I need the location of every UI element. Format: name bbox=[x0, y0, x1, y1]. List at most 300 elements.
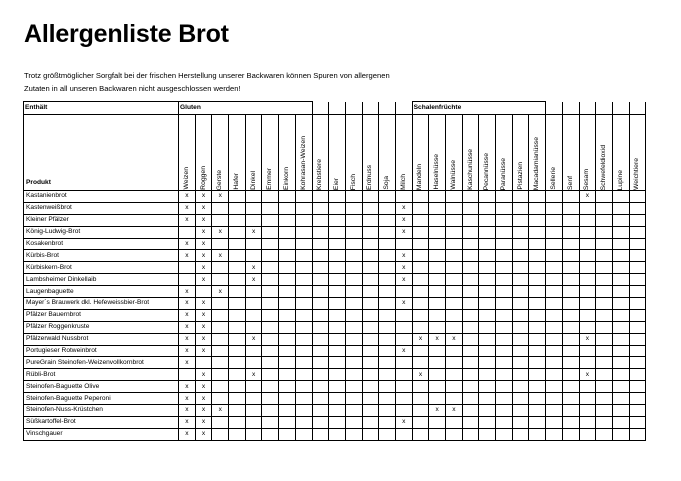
table-row bbox=[24, 274, 646, 286]
allergen-column-label: Hafer bbox=[232, 173, 240, 190]
allergen-cell bbox=[496, 214, 513, 226]
product-name: Pfälzer Bauernbrot bbox=[24, 309, 179, 321]
allergen-cell bbox=[412, 262, 429, 274]
allergen-column-label: Einkorn bbox=[282, 166, 290, 190]
allergen-cell bbox=[579, 298, 596, 310]
allergen-cell bbox=[479, 298, 496, 310]
allergen-cell bbox=[295, 309, 312, 321]
allergen-cell bbox=[629, 333, 646, 345]
allergen-cell bbox=[329, 226, 346, 238]
allergen-cell bbox=[479, 428, 496, 440]
allergen-column-label: Sesam bbox=[583, 168, 591, 190]
allergen-cell bbox=[229, 262, 246, 274]
product-name: Vinschgauer bbox=[24, 428, 179, 440]
product-name: PureGrain Steinofen-Weizenvollkornbrot bbox=[24, 357, 179, 369]
allergen-cell bbox=[629, 262, 646, 274]
allergen-cell bbox=[512, 357, 529, 369]
allergen-cell bbox=[462, 333, 479, 345]
allergen-cell bbox=[262, 369, 279, 381]
allergen-cell bbox=[295, 369, 312, 381]
allergen-cell bbox=[279, 381, 296, 393]
allergen-cell bbox=[362, 191, 379, 203]
allergen-cell bbox=[212, 214, 229, 226]
allergen-column-label: Soja bbox=[383, 176, 391, 190]
allergen-column-header bbox=[395, 115, 412, 191]
allergen-cell bbox=[462, 416, 479, 428]
allergen-cell bbox=[262, 202, 279, 214]
product-name: König-Ludwig-Brot bbox=[24, 226, 179, 238]
allergen-cell bbox=[312, 274, 329, 286]
allergen-cell bbox=[429, 357, 446, 369]
allergen-column-label: Walnüsse bbox=[449, 160, 457, 190]
product-name: Süßkartoffel-Brot bbox=[24, 416, 179, 428]
allergen-cell bbox=[345, 298, 362, 310]
allergen-mark: x bbox=[579, 369, 596, 381]
table-row bbox=[24, 393, 646, 405]
allergen-cell bbox=[529, 214, 546, 226]
allergen-cell bbox=[262, 393, 279, 405]
allergen-cell bbox=[446, 202, 463, 214]
allergen-cell bbox=[529, 309, 546, 321]
allergen-cell bbox=[546, 333, 563, 345]
allergen-cell bbox=[279, 321, 296, 333]
allergen-cell bbox=[429, 298, 446, 310]
allergen-cell bbox=[379, 274, 396, 286]
allergen-cell bbox=[446, 274, 463, 286]
allergen-cell bbox=[596, 202, 613, 214]
allergen-cell bbox=[612, 298, 629, 310]
allergen-cell bbox=[312, 309, 329, 321]
allergen-cell bbox=[612, 345, 629, 357]
table-body bbox=[24, 191, 646, 441]
allergen-mark: x bbox=[245, 226, 262, 238]
allergen-cell bbox=[562, 345, 579, 357]
allergen-mark: x bbox=[179, 309, 196, 321]
allergen-mark: x bbox=[179, 393, 196, 405]
allergen-cell bbox=[329, 405, 346, 417]
allergen-column-header bbox=[596, 115, 613, 191]
allergen-cell bbox=[596, 416, 613, 428]
allergen-cell bbox=[179, 369, 196, 381]
allergen-cell bbox=[262, 333, 279, 345]
allergen-cell bbox=[479, 238, 496, 250]
allergen-cell bbox=[312, 262, 329, 274]
allergen-cell bbox=[629, 202, 646, 214]
allergen-cell bbox=[229, 357, 246, 369]
allergen-cell bbox=[512, 286, 529, 298]
allergen-cell bbox=[496, 298, 513, 310]
allergen-column-label: Roggen bbox=[199, 166, 207, 190]
table-row bbox=[24, 250, 646, 262]
allergen-cell bbox=[596, 381, 613, 393]
allergen-cell bbox=[312, 428, 329, 440]
allergen-cell bbox=[496, 369, 513, 381]
allergen-cell bbox=[429, 381, 446, 393]
product-name: Rübli-Brot bbox=[24, 369, 179, 381]
allergen-mark: x bbox=[195, 298, 212, 310]
allergen-cell bbox=[629, 214, 646, 226]
allergen-cell bbox=[496, 262, 513, 274]
allergen-cell bbox=[279, 369, 296, 381]
allergen-cell bbox=[379, 428, 396, 440]
allergen-cell bbox=[229, 369, 246, 381]
allergen-cell bbox=[345, 238, 362, 250]
allergen-cell bbox=[629, 428, 646, 440]
allergen-cell bbox=[629, 238, 646, 250]
allergen-cell bbox=[395, 286, 412, 298]
allergen-cell bbox=[362, 381, 379, 393]
allergen-mark: x bbox=[179, 202, 196, 214]
allergen-cell bbox=[312, 286, 329, 298]
allergen-cell bbox=[312, 405, 329, 417]
allergen-cell bbox=[429, 262, 446, 274]
allergen-cell bbox=[412, 381, 429, 393]
group-blank-cell bbox=[629, 102, 646, 115]
allergen-cell bbox=[395, 309, 412, 321]
allergen-cell bbox=[529, 274, 546, 286]
allergen-cell bbox=[462, 393, 479, 405]
allergen-mark: x bbox=[212, 405, 229, 417]
allergen-cell bbox=[245, 238, 262, 250]
allergen-cell bbox=[212, 298, 229, 310]
allergen-mark: x bbox=[179, 428, 196, 440]
allergen-cell bbox=[262, 274, 279, 286]
allergen-mark: x bbox=[245, 262, 262, 274]
allergen-mark: x bbox=[195, 202, 212, 214]
allergen-cell bbox=[279, 393, 296, 405]
table-row bbox=[24, 369, 646, 381]
allergen-cell bbox=[612, 393, 629, 405]
allergen-cell bbox=[379, 202, 396, 214]
allergen-cell bbox=[446, 416, 463, 428]
allergen-cell bbox=[362, 405, 379, 417]
allergen-mark: x bbox=[212, 191, 229, 203]
allergen-cell bbox=[462, 238, 479, 250]
allergen-cell bbox=[379, 357, 396, 369]
allergen-cell bbox=[446, 393, 463, 405]
allergen-cell bbox=[462, 345, 479, 357]
allergen-cell bbox=[345, 309, 362, 321]
allergen-column-header bbox=[362, 115, 379, 191]
allergen-cell bbox=[262, 226, 279, 238]
page-title: Allergenliste Brot bbox=[24, 20, 229, 48]
allergen-cell bbox=[412, 416, 429, 428]
allergen-column-header bbox=[629, 115, 646, 191]
allergen-cell bbox=[446, 345, 463, 357]
allergen-cell bbox=[229, 416, 246, 428]
allergen-cell bbox=[562, 202, 579, 214]
allergen-cell bbox=[379, 214, 396, 226]
allergen-cell bbox=[345, 381, 362, 393]
allergen-mark: x bbox=[195, 238, 212, 250]
table-row bbox=[24, 321, 646, 333]
allergen-column-label: Mandeln bbox=[416, 163, 424, 190]
allergen-column-header bbox=[212, 115, 229, 191]
allergen-column-header bbox=[546, 115, 563, 191]
allergen-cell bbox=[462, 321, 479, 333]
allergen-cell bbox=[579, 321, 596, 333]
allergen-cell bbox=[345, 226, 362, 238]
allergen-cell bbox=[612, 286, 629, 298]
allergen-cell bbox=[546, 298, 563, 310]
allergen-column-label: Weichtiere bbox=[633, 158, 641, 190]
allergen-column-label: Gerste bbox=[216, 169, 224, 190]
product-name: Pfälzerwald Nussbrot bbox=[24, 333, 179, 345]
allergen-cell bbox=[229, 286, 246, 298]
allergen-mark: x bbox=[195, 191, 212, 203]
allergen-cell bbox=[345, 286, 362, 298]
allergen-cell bbox=[596, 333, 613, 345]
allergen-cell bbox=[562, 191, 579, 203]
allergen-cell bbox=[529, 405, 546, 417]
allergen-cell bbox=[379, 226, 396, 238]
allergen-cell bbox=[295, 191, 312, 203]
allergen-cell bbox=[629, 191, 646, 203]
allergen-cell bbox=[479, 345, 496, 357]
allergen-cell bbox=[345, 333, 362, 345]
group-blank-cell bbox=[362, 102, 379, 115]
allergen-cell bbox=[379, 238, 396, 250]
allergen-cell bbox=[412, 191, 429, 203]
allergen-cell bbox=[512, 369, 529, 381]
allergen-cell bbox=[596, 345, 613, 357]
allergen-cell bbox=[379, 393, 396, 405]
allergen-cell bbox=[329, 369, 346, 381]
allergen-mark: x bbox=[195, 274, 212, 286]
allergen-cell bbox=[479, 226, 496, 238]
allergen-cell bbox=[262, 286, 279, 298]
allergen-cell bbox=[612, 226, 629, 238]
allergen-cell bbox=[546, 309, 563, 321]
allergen-cell bbox=[212, 416, 229, 428]
allergen-mark: x bbox=[179, 298, 196, 310]
allergen-cell bbox=[596, 274, 613, 286]
allergen-cell bbox=[446, 226, 463, 238]
allergen-cell bbox=[612, 238, 629, 250]
allergen-cell bbox=[379, 309, 396, 321]
allergen-cell bbox=[546, 238, 563, 250]
group-blank-cell bbox=[329, 102, 346, 115]
allergen-cell bbox=[262, 416, 279, 428]
allergen-cell bbox=[462, 357, 479, 369]
allergen-cell bbox=[295, 405, 312, 417]
product-name: Portugieser Rotweinbrot bbox=[24, 345, 179, 357]
allergen-cell bbox=[279, 416, 296, 428]
allergen-cell bbox=[412, 357, 429, 369]
allergen-cell bbox=[446, 321, 463, 333]
allergen-cell bbox=[546, 369, 563, 381]
allergen-cell bbox=[212, 262, 229, 274]
allergen-cell bbox=[446, 309, 463, 321]
allergen-cell bbox=[412, 202, 429, 214]
allergen-cell bbox=[462, 202, 479, 214]
allergen-cell bbox=[596, 369, 613, 381]
table-row bbox=[24, 381, 646, 393]
allergen-cell bbox=[496, 428, 513, 440]
allergen-cell bbox=[529, 262, 546, 274]
allergen-cell bbox=[596, 321, 613, 333]
allergen-cell bbox=[312, 226, 329, 238]
group-blank-cell bbox=[546, 102, 563, 115]
allergen-mark: x bbox=[245, 333, 262, 345]
allergen-cell bbox=[179, 226, 196, 238]
allergen-column-header bbox=[429, 115, 446, 191]
table-row bbox=[24, 226, 646, 238]
allergen-cell bbox=[512, 298, 529, 310]
product-name: Steinofen-Nuss-Krüstchen bbox=[24, 405, 179, 417]
allergen-cell bbox=[579, 262, 596, 274]
allergen-cell bbox=[446, 214, 463, 226]
allergen-cell bbox=[395, 333, 412, 345]
allergen-column-label: Kaschunüsse bbox=[466, 149, 474, 190]
allergen-mark: x bbox=[195, 321, 212, 333]
allergen-mark: x bbox=[179, 321, 196, 333]
allergen-cell bbox=[462, 274, 479, 286]
allergen-mark: x bbox=[245, 369, 262, 381]
allergen-cell bbox=[579, 214, 596, 226]
allergen-cell bbox=[329, 191, 346, 203]
allergen-cell bbox=[579, 345, 596, 357]
allergen-cell bbox=[279, 250, 296, 262]
allergen-cell bbox=[229, 250, 246, 262]
allergen-cell bbox=[546, 416, 563, 428]
allergen-cell bbox=[496, 345, 513, 357]
allergen-cell bbox=[596, 262, 613, 274]
allergen-table bbox=[23, 101, 646, 441]
table-row bbox=[24, 416, 646, 428]
allergen-column-header bbox=[179, 115, 196, 191]
allergen-cell bbox=[479, 369, 496, 381]
allergen-column-label: Haselnüsse bbox=[433, 154, 441, 190]
allergen-cell bbox=[462, 250, 479, 262]
allergen-cell bbox=[429, 345, 446, 357]
allergen-cell bbox=[345, 428, 362, 440]
allergen-cell bbox=[546, 250, 563, 262]
allergen-cell bbox=[596, 214, 613, 226]
allergen-cell bbox=[429, 250, 446, 262]
allergen-column-header bbox=[229, 115, 246, 191]
allergen-cell bbox=[379, 333, 396, 345]
allergen-cell bbox=[429, 274, 446, 286]
allergen-cell bbox=[579, 286, 596, 298]
allergen-cell bbox=[479, 321, 496, 333]
allergen-cell bbox=[446, 286, 463, 298]
allergen-cell bbox=[546, 321, 563, 333]
allergen-mark: x bbox=[195, 345, 212, 357]
allergen-cell bbox=[279, 226, 296, 238]
allergen-cell bbox=[362, 226, 379, 238]
product-name: Mayer´s Brauwerk dkl. Hefeweissbier-Brot bbox=[24, 298, 179, 310]
allergen-cell bbox=[262, 428, 279, 440]
allergen-cell bbox=[412, 238, 429, 250]
allergen-cell bbox=[295, 274, 312, 286]
allergen-cell bbox=[245, 298, 262, 310]
allergen-cell bbox=[629, 309, 646, 321]
allergen-cell bbox=[379, 191, 396, 203]
allergen-cell bbox=[546, 191, 563, 203]
allergen-cell bbox=[279, 357, 296, 369]
allergen-cell bbox=[562, 369, 579, 381]
allergen-cell bbox=[262, 262, 279, 274]
product-name: Pfälzer Roggenkruste bbox=[24, 321, 179, 333]
allergen-mark: x bbox=[179, 286, 196, 298]
allergen-cell bbox=[262, 357, 279, 369]
allergen-mark: x bbox=[395, 202, 412, 214]
allergen-cell bbox=[529, 191, 546, 203]
allergen-cell bbox=[429, 369, 446, 381]
allergen-cell bbox=[562, 238, 579, 250]
allergen-cell bbox=[329, 333, 346, 345]
allergen-cell bbox=[596, 191, 613, 203]
intro-line-2: Zutaten in all unseren Backwaren nicht ausgeschlossen werden! bbox=[24, 84, 241, 93]
allergen-cell bbox=[512, 309, 529, 321]
allergen-cell bbox=[512, 202, 529, 214]
allergen-cell bbox=[546, 202, 563, 214]
allergen-cell bbox=[362, 202, 379, 214]
allergen-cell bbox=[579, 393, 596, 405]
allergen-cell bbox=[312, 345, 329, 357]
allergen-cell bbox=[629, 357, 646, 369]
allergen-column-label: Senf bbox=[566, 176, 574, 190]
allergen-cell bbox=[395, 357, 412, 369]
allergen-cell bbox=[546, 345, 563, 357]
allergen-cell bbox=[629, 381, 646, 393]
allergen-cell bbox=[312, 202, 329, 214]
allergen-mark: x bbox=[395, 416, 412, 428]
product-name: Steinofen-Baguette Olive bbox=[24, 381, 179, 393]
product-name: Kastenweißbrot bbox=[24, 202, 179, 214]
allergen-cell bbox=[546, 357, 563, 369]
allergen-cell bbox=[395, 369, 412, 381]
allergen-cell bbox=[345, 250, 362, 262]
allergen-cell bbox=[546, 286, 563, 298]
allergen-cell bbox=[329, 321, 346, 333]
allergen-cell bbox=[446, 250, 463, 262]
allergen-mark: x bbox=[195, 416, 212, 428]
allergen-cell bbox=[612, 428, 629, 440]
allergen-cell bbox=[245, 357, 262, 369]
allergen-cell bbox=[245, 321, 262, 333]
allergen-cell bbox=[596, 298, 613, 310]
allergen-column-label: Emmer bbox=[266, 168, 274, 190]
allergen-cell bbox=[295, 238, 312, 250]
allergen-column-header bbox=[462, 115, 479, 191]
allergen-cell bbox=[345, 321, 362, 333]
allergen-column-label: Erdnuss bbox=[366, 165, 374, 190]
allergen-column-label: Dinkel bbox=[249, 171, 257, 190]
allergen-cell bbox=[279, 262, 296, 274]
allergen-cell bbox=[612, 214, 629, 226]
allergen-cell bbox=[295, 393, 312, 405]
allergen-cell bbox=[245, 202, 262, 214]
allergen-mark: x bbox=[429, 333, 446, 345]
allergen-cell bbox=[362, 369, 379, 381]
intro-line-1: Trotz größtmöglicher Sorgfalt bei der frischen Herstellung unserer Backwaren können Spuren von allergenen bbox=[24, 71, 390, 80]
allergen-cell bbox=[362, 286, 379, 298]
allergen-cell bbox=[312, 369, 329, 381]
table-row bbox=[24, 405, 646, 417]
allergen-cell bbox=[512, 250, 529, 262]
allergen-cell bbox=[529, 416, 546, 428]
allergen-cell bbox=[462, 298, 479, 310]
allergen-cell bbox=[429, 238, 446, 250]
allergen-cell bbox=[479, 416, 496, 428]
allergen-cell bbox=[446, 262, 463, 274]
allergen-cell bbox=[562, 298, 579, 310]
allergen-cell bbox=[329, 250, 346, 262]
allergen-cell bbox=[446, 357, 463, 369]
allergen-cell bbox=[629, 274, 646, 286]
